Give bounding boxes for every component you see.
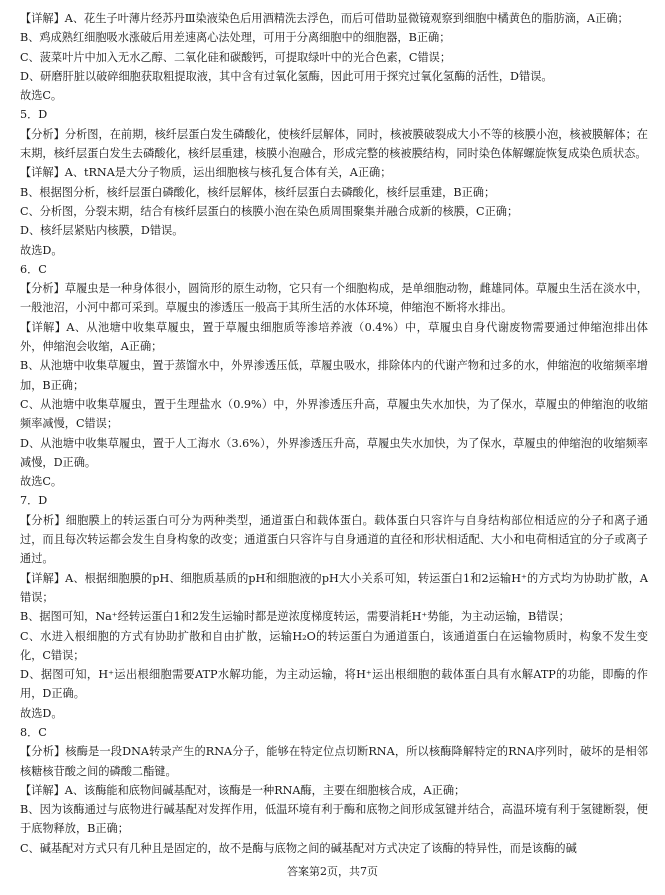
- text-line: B、因为该酶通过与底物进行碱基配对发挥作用，低温环境有利于酶和底物之间形成氢键并结合，高温环境有利于氢键断裂，便于底物释放，B正确；: [20, 803, 648, 836]
- text-line: 【详解】A、该酶能和底物间碱基配对，该酶是一种RNA酶，主要在细胞核合成，A正确；: [20, 783, 466, 797]
- text-line: D、从池塘中收集草履虫，置于人工海水（3.6%），外界渗透压升高，草履虫失水加快，为了保水，草履虫的伸缩泡的收缩频率减慢，D正确。: [20, 436, 648, 469]
- text-line: 【详解】A、根据细胞膜的pH、细胞质基质的pH和细胞液的pH大小关系可知，转运蛋白1和2运输H⁺的方式均为协助扩散，A错误；: [20, 571, 648, 604]
- text-line: C、水进入根细胞的方式有协助扩散和自由扩散，运输H₂O的转运蛋白为通道蛋白，该通道蛋白在运输物质时，构象不发生变化，C错误；: [20, 629, 648, 662]
- question-number: 6．C: [20, 262, 47, 276]
- text-line: C、碱基配对方式只有几种且是固定的，故不是酶与底物之间的碱基配对方式决定了该酶的特异性，而是该酶的碱: [20, 841, 577, 855]
- text-line: 【分析】分析图，在前期，核纤层蛋白发生磷酸化，使核纤层解体，同时，核被膜破裂成大小不等的核膜小泡，核被膜解体；在末期，核纤层蛋白发生去磷酸化，核纤层重建，核膜小泡融合，形成完整的核被膜结构，同时染色体解螺旋恢复成染色质状态。: [20, 127, 648, 161]
- text-line: D、研磨肝脏以破碎细胞获取粗提取液，其中含有过氧化氢酶，因此可用于探究过氧化氢酶的活性，D错误。: [20, 69, 553, 83]
- question-number: 5．D: [20, 108, 48, 122]
- page-footer: 答案第2页，共7页: [287, 865, 378, 878]
- text-line: 【分析】细胞膜上的转运蛋白可分为两种类型，通道蛋白和载体蛋白。载体蛋白只容许与自身结构部位相适应的分子和离子通过，而且每次转运都会发生自身构象的改变；通道蛋白只容许与自身通道的直径和形状相适配、大小和电荷相适宜的分子或离子通过。: [20, 513, 648, 566]
- question-number: 7．D: [20, 494, 48, 508]
- text-line: 故选D。: [20, 243, 63, 257]
- text-line: C、分析图，分裂末期，结合有核纤层蛋白的核膜小泡在染色质周围聚集并融合成新的核膜，C正确；: [20, 204, 519, 218]
- text-line: 【详解】A、tRNA是大分子物质，运出细胞核与核孔复合体有关，A正确；: [20, 166, 392, 180]
- text-line: C、从池塘中收集草履虫，置于生理盐水（0.9%）中，外界渗透压升高，草履虫失水加快，为了保水，草履虫的伸缩泡的收缩频率减慢，C错误；: [20, 397, 648, 431]
- text-line: D、据图可知，H⁺运出根细胞需要ATP水解功能，为主动运输，将H⁺运出根细胞的载体蛋白具有水解ATP的功能，即酶的作用，D正确。: [20, 668, 648, 701]
- question-number: 8．C: [20, 725, 47, 739]
- text-line: 【分析】草履虫是一种身体很小，圆筒形的原生动物，它只有一个细胞构成，是单细胞动物，雌雄同体。草履虫生活在淡水中，一般池沼，小河中都可采到。草履虫的渗透压一般高于其所生活的水体环境，伸缩泡不断将水排出。: [20, 282, 648, 315]
- text-line: 故选C。: [20, 89, 63, 103]
- text-line: B、根据图分析，核纤层蛋白磷酸化，核纤层解体，核纤层蛋白去磷酸化，核纤层重建，B正确；: [20, 185, 496, 199]
- text-line: B、鸡成熟红细胞吸水涨破后用差速离心法处理，可用于分离细胞中的细胞器，B正确；: [20, 31, 451, 45]
- text-line: 【详解】A、从池塘中收集草履虫，置于草履虫细胞质等渗培养液（0.4%）中，草履虫自身代谢废物需要通过伸缩泡排出体外，伸缩泡会收缩，A正确；: [20, 320, 648, 354]
- text-line: 【详解】A、花生子叶薄片经苏丹Ⅲ染液染色后用酒精洗去浮色，而后可借助显微镜观察到细胞中橘黄色的脂肪滴，A正确；: [20, 12, 629, 25]
- text-line: 故选C。: [20, 475, 63, 489]
- text-line: C、菠菜叶片中加入无水乙醇、二氧化硅和碳酸钙，可提取绿叶中的光合色素，C错误；: [20, 50, 452, 64]
- answer-content: [20, 9, 648, 858]
- text-line: B、据图可知，Na⁺经转运蛋白1和2发生运输时都是逆浓度梯度转运，需要消耗H⁺势能，为主动运输，B错误；: [20, 610, 570, 624]
- text-line: B、从池塘中收集草履虫，置于蒸馏水中，外界渗透压低，草履虫吸水，排除体内的代谢产物和过多的水，伸缩泡的收缩频率增加，B正确；: [20, 359, 648, 392]
- text-line: D、核纤层紧贴内核膜，D错误。: [20, 224, 184, 238]
- text-line: 【分析】核酶是一段DNA转录产生的RNA分子，能够在特定位点切断RNA，所以核酶降解特定的RNA序列时，破坏的是相邻核糖核苷酸之间的磷酸二酯键。: [20, 745, 648, 778]
- text-line: 故选D。: [20, 706, 63, 720]
